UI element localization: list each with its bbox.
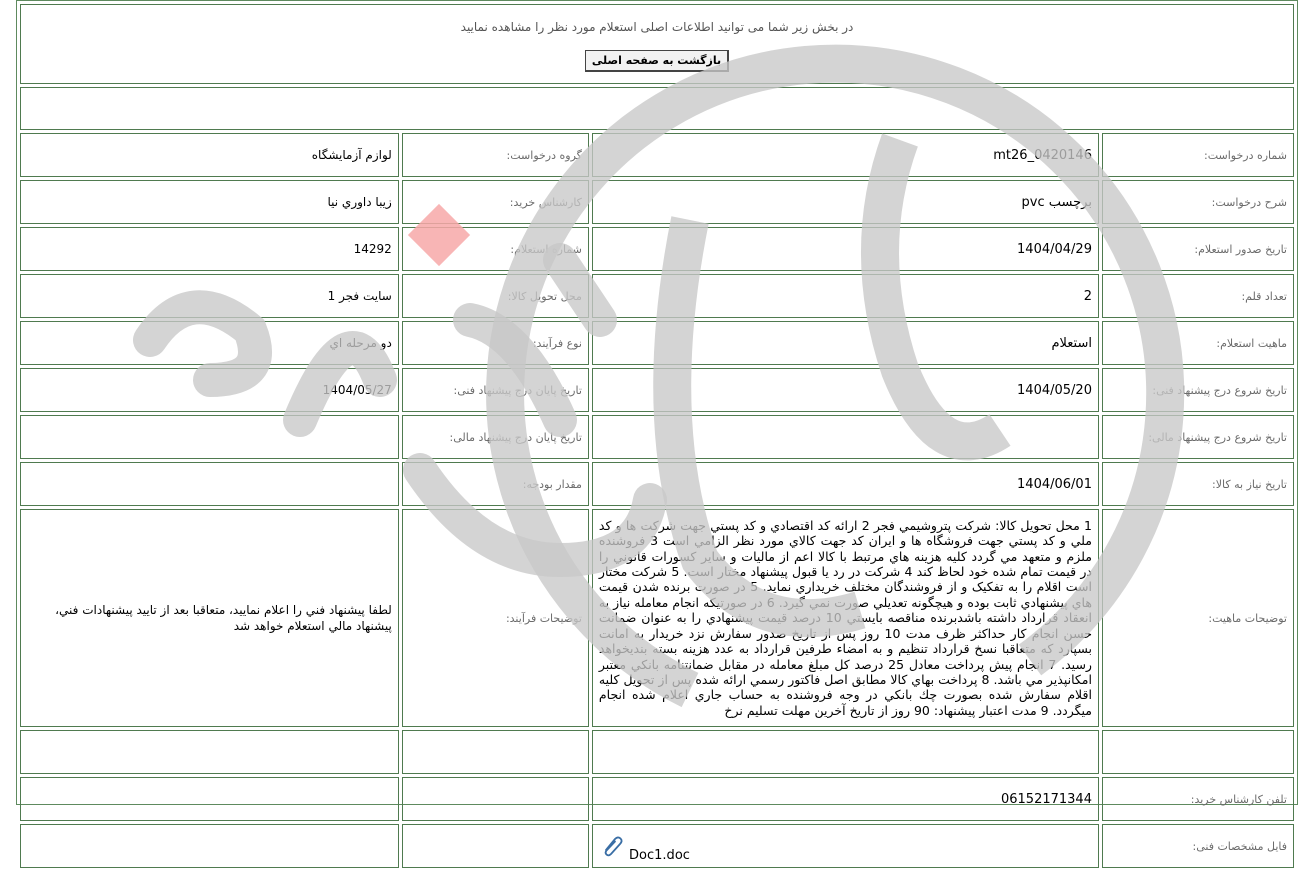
issue-date-value: 1404/04/29 [592, 227, 1099, 271]
description-value: برچسب pvc [592, 180, 1099, 224]
tech-start-label: تاریخ شروع درج پیشنهاد فنی: [1102, 368, 1294, 412]
empty-cell [402, 730, 589, 774]
nature-value: استعلام [592, 321, 1099, 365]
table-row [20, 227, 1294, 271]
table-row [20, 321, 1294, 365]
empty-cell [20, 730, 399, 774]
request-group-value: لوازم آزمایشگاه [20, 133, 399, 177]
table-row [20, 274, 1294, 318]
process-type-label: نوع فرآیند: [402, 321, 589, 365]
nature-desc-value: 1 محل تحويل کالا: شرکت پتروشيمي فجر 2 ارائه کد اقتصادي و کد پستي جهت شرکت ها و کد ملي و کد پستي جهت فروشگاه ها و ايران کد جهت کالاي مورد نظر الزامي است 3 فروشنده ملزم و متعهد مي گردد کليه هزينه هاي مرتبط با کالا اعم از ماليات و ساير کسورات قانوني را در قيمت تمام شده خود لحاظ کند 4 شرکت در رد يا قبول پيشنهاد مختار است. 5 شرکت مختار است اقلام را به تفکيک و از فروشندگان مختلف خريداري نمايد. 5 در صورت برنده شدن قيمت هاي پيشنهادي ثابت بوده و هيچگونه تعديلي صورت نمي گيرد. 6 در صورتيکه انجام معامله نياز به انعقاد قرارداد داشته باشدبرنده مناقصه بايستي 10 درصد قيمت پيشنهادي را به عنوان ضمانت حسن انجام کار حداکثر ظرف مدت 10 روز پس از تاريخ صدور سفارش نزد خريدار به امانت بسپارد که متعاقبا نسخ قرارداد تنظيم و به امضاء طرفين قرارداد به عدد هزينه بسته بنديخواهد رسيد. 7 انجام پيش پرداخت معادل 25 درصد کل مبلغ معامله در مقابل ضمانتنامه بانکي معتبر امکانپذير مي باشد. 8 پرداخت بهاي کالا مطابق اصل فاکتور رسمي ارائه شده پس از تحويل کليه اقلام سفارش شده بصورت چك بانكي در وجه فروشنده به حساب جاري اعلام شده انجام ميگردد. 9 مدت اعتبار پيشنهاد: 90 روز از تاريخ آخرين مهلت تسليم نرخ [592, 509, 1099, 727]
inquiry-number-label: شماره استعلام: [402, 227, 589, 271]
empty-cell [402, 777, 589, 821]
item-count-value: 2 [592, 274, 1099, 318]
request-group-label: گروه درخواست: [402, 133, 589, 177]
process-type-value: دو مرحله اي [20, 321, 399, 365]
delivery-place-value: سايت فجر 1 [20, 274, 399, 318]
tech-end-value: 1404/05/27 [20, 368, 399, 412]
empty-cell [20, 777, 399, 821]
table-row [20, 730, 1294, 774]
need-date-label: تاریخ نیاز به کالا: [1102, 462, 1294, 506]
inquiry-panel [16, 0, 1298, 863]
back-to-home-button[interactable]: بازگشت به صفحه اصلی [585, 50, 729, 72]
table-row [20, 415, 1294, 459]
description-label: شرح درخواست: [1102, 180, 1294, 224]
tech-file-name: Doc1.doc [629, 848, 690, 863]
delivery-place-label: محل تحویل کالا: [402, 274, 589, 318]
empty-cell [20, 824, 399, 868]
header-cell [20, 4, 1294, 84]
need-date-value: 1404/06/01 [592, 462, 1099, 506]
table-row [20, 824, 1294, 868]
tech-file-cell [592, 824, 1099, 868]
fin-start-label: تاریخ شروع درج پیشنهاد مالی: [1102, 415, 1294, 459]
table-row [20, 133, 1294, 177]
phone-label: تلفن کارشناس خرید: [1102, 777, 1294, 821]
nature-label: ماهیت استعلام: [1102, 321, 1294, 365]
fin-end-value [20, 415, 399, 459]
table-row [20, 180, 1294, 224]
nature-desc-label: توضیحات ماهیت: [1102, 509, 1294, 727]
empty-cell [402, 824, 589, 868]
process-desc-label: توضیحات فرآیند: [402, 509, 589, 727]
paperclip-icon[interactable] [599, 833, 625, 863]
request-number-label: شماره درخواست: [1102, 133, 1294, 177]
budget-value [20, 462, 399, 506]
buyer-expert-value: زيبا داوري نيا [20, 180, 399, 224]
tech-end-label: تاریخ پایان درج پیشنهاد فنی: [402, 368, 589, 412]
budget-label: مقدار بودجه: [402, 462, 589, 506]
tech-file-label: فایل مشخصات فنی: [1102, 824, 1294, 868]
header-message: در بخش زیر شما می توانید اطلاعات اصلی استعلام مورد نظر را مشاهده نمایید [460, 20, 854, 34]
table-row [20, 509, 1294, 727]
process-desc-value: لطفا پيشنهاد فني را اعلام نماييد، متعاقبا بعد از تاييد پيشنهادات فني، پيشنهاد مالي استعلام خواهد شد [20, 509, 399, 727]
table-row [20, 368, 1294, 412]
spacer-row [20, 87, 1294, 130]
tech-start-value: 1404/05/20 [592, 368, 1099, 412]
buyer-expert-label: کارشناس خرید: [402, 180, 589, 224]
inquiry-number-value: 14292 [20, 227, 399, 271]
request-number-value: mt26_0420146 [592, 133, 1099, 177]
item-count-label: تعداد قلم: [1102, 274, 1294, 318]
issue-date-label: تاریخ صدور استعلام: [1102, 227, 1294, 271]
phone-value: 06152171344 [592, 777, 1099, 821]
table-row [20, 777, 1294, 821]
tech-file-link[interactable] [629, 848, 690, 863]
table-row [20, 462, 1294, 506]
empty-cell [592, 730, 1099, 774]
fin-start-value [592, 415, 1099, 459]
fin-end-label: تاریخ پایان درج پیشنهاد مالی: [402, 415, 589, 459]
inquiry-details-table [17, 1, 1297, 871]
empty-cell [1102, 730, 1294, 774]
